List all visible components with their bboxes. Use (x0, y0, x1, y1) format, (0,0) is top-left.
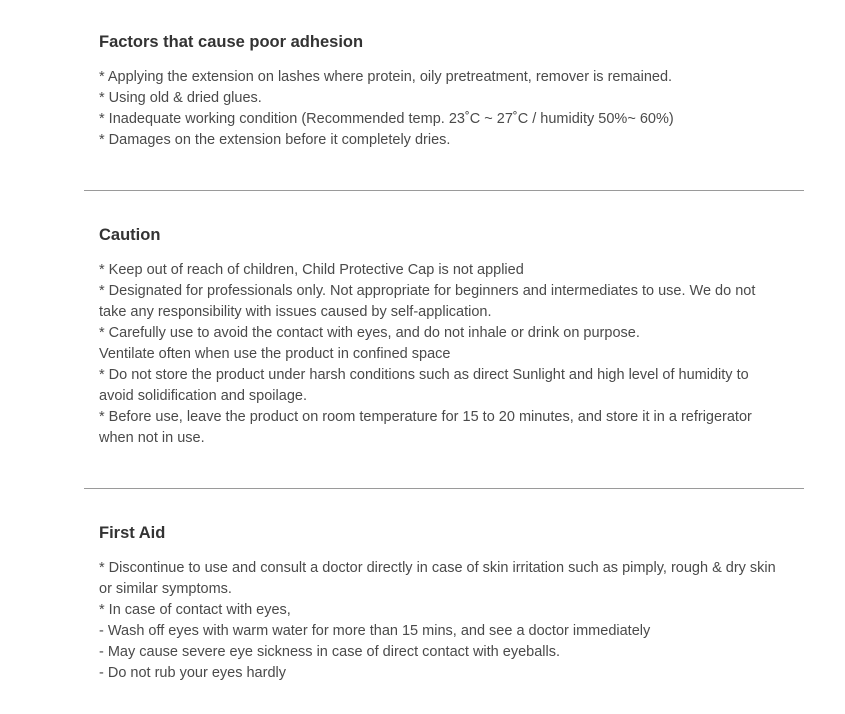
section-body (99, 260, 790, 449)
text-line: when not in use. (99, 430, 205, 446)
text-line: * Damages on the extension before it completely dries. (99, 132, 451, 148)
text-line: * Before use, leave the product on room temperature for 15 to 20 minutes, and store it in a refrigerator (99, 409, 752, 425)
section-title: Factors that cause poor adhesion (99, 33, 364, 51)
text-line: * Carefully use to avoid the contact with eyes, and do not inhale or drink on purpose. (99, 325, 640, 341)
section-caution (84, 191, 804, 488)
text-line: - May cause severe eye sickness in case of direct contact with eyeballs. (99, 644, 560, 660)
text-line: * Keep out of reach of children, Child Protective Cap is not applied (99, 262, 524, 278)
text-line: * In case of contact with eyes, (99, 602, 291, 618)
text-line: - Do not rub your eyes hardly (99, 665, 286, 681)
text-line: or similar symptoms. (99, 581, 232, 597)
section-body (99, 67, 790, 151)
text-line: * Applying the extension on lashes where protein, oily pretreatment, remover is remained. (99, 69, 673, 85)
section-title: Caution (99, 226, 161, 244)
section-poor-adhesion (84, 0, 804, 190)
section-first-aid (84, 489, 804, 684)
product-info-content (84, 0, 804, 684)
text-line: * Designated for professionals only. Not appropriate for beginners and intermediates to use. We do not (99, 283, 756, 299)
text-line: - Wash off eyes with warm water for more than 15 mins, and see a doctor immediately (99, 623, 651, 639)
text-line: avoid solidification and spoilage. (99, 388, 307, 404)
section-body (99, 558, 790, 684)
text-line: * Inadequate working condition (Recommended temp. 23˚C ~ 27˚C / humidity 50%~ 60%) (99, 111, 674, 127)
text-line: take any responsibility with issues caused by self-application. (99, 304, 492, 320)
text-line: Ventilate often when use the product in confined space (99, 346, 451, 362)
text-line: * Discontinue to use and consult a doctor directly in case of skin irritation such as pimply, rough & dry skin (99, 560, 776, 576)
text-line: * Do not store the product under harsh conditions such as direct Sunlight and high level of humidity to (99, 367, 749, 383)
section-title: First Aid (99, 524, 166, 542)
text-line: * Using old & dried glues. (99, 90, 262, 106)
